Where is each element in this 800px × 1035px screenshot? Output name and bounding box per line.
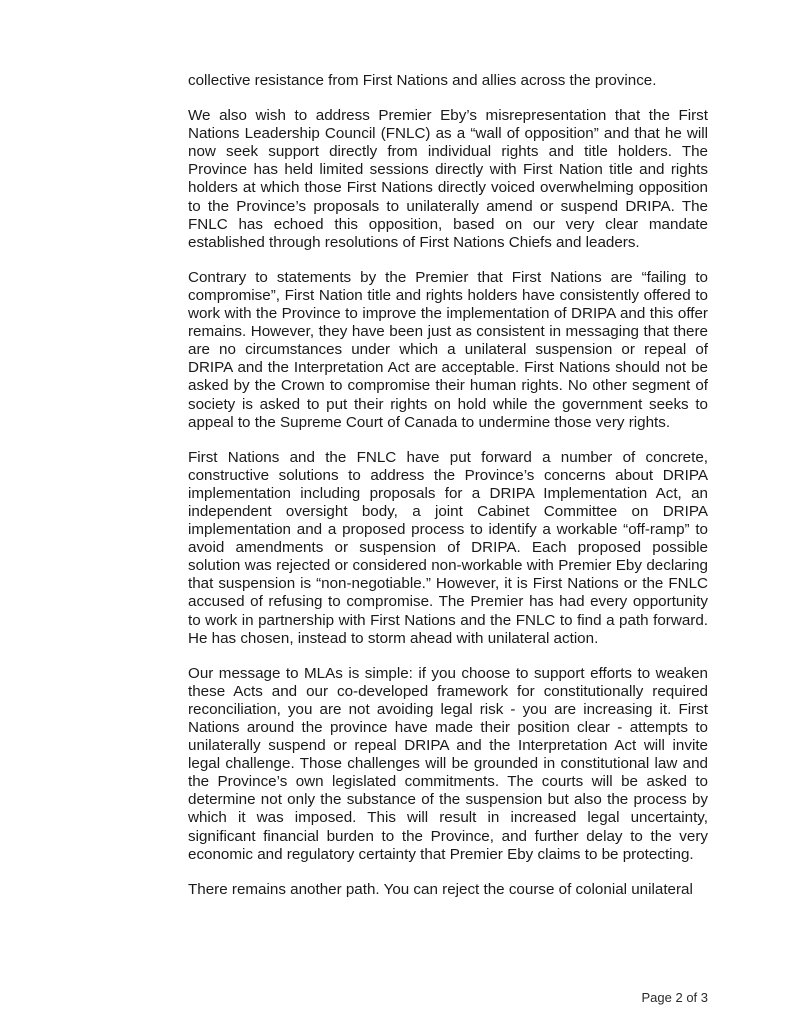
page-number: Page 2 of 3 <box>641 990 708 1005</box>
paragraph-failing-to-compromise: Contrary to statements by the Premier that First Nations are “failing to compromise”, First Nation title and rights holders have consistently offered to work with the Province to improve the implementation of DRIPA and this offer remains. However, they have been just as consistent in messaging that there are no circumstances under which a unilateral suspension or repeal of DRIPA and the Interpretation Act are acceptable. First Nations should not be asked by the Crown to compromise their human rights. No other segment of society is asked to put their rights on hold while the government seeks to appeal to the Supreme Court of Canada to undermine those very rights. <box>188 268 708 431</box>
paragraph-constructive-solutions: First Nations and the FNLC have put forward a number of concrete, constructive solutions to address the Province’s concerns about DRIPA implementation including proposals for a DRIPA Implementation Act, an independent oversight body, a joint Cabinet Committee on DRIPA implementation and a proposed process to identify a workable “off-ramp” to avoid amendments or suspension of DRIPA. Each proposed possible solution was rejected or considered non-workable with Premier Eby declaring that suspension is “non-negotiable.” However, it is First Nations or the FNLC accused of refusing to compromise. The Premier has had every opportunity to work in partnership with First Nations and the FNLC to find a path forward. He has chosen, instead to storm ahead with unilateral action. <box>188 448 708 647</box>
paragraph-continuation: collective resistance from First Nations and allies across the province. <box>188 72 657 89</box>
paragraph-another-path: There remains another path. You can reject the course of colonial unilateral <box>188 880 693 898</box>
paragraph-fnlc-misrepresentation: We also wish to address Premier Eby’s misrepresentation that the First Nations Leadership Council (FNLC) as a “wall of opposition” and that he will now seek support directly from individual rights and title holders. The Province has held limited sessions directly with First Nation title and rights holders at which those First Nations directly voiced overwhelming opposition to the Province’s proposals to unilaterally amend or suspend DRIPA. The FNLC has echoed this opposition, based on our very clear mandate established through resolutions of First Nations Chiefs and leaders. <box>188 107 708 251</box>
document-body <box>188 72 708 899</box>
paragraph-message-to-mlas: Our message to MLAs is simple: if you choose to support efforts to weaken these Acts and our co-developed framework for constitutionally required reconciliation, you are not avoiding legal risk - you are increasing it. First Nations around the province have made their position clear - attempts to unilaterally suspend or repeal DRIPA and the Interpretation Act will invite legal challenge. Those challenges will be grounded in constitutional law and the Province’s own legislated commitments. The courts will be asked to determine not only the substance of the suspension but also the process by which it was imposed. This will result in increased legal uncertainty, significant financial burden to the Province, and further delay to the very economic and regulatory certainty that Premier Eby claims to be protecting. <box>188 664 708 863</box>
